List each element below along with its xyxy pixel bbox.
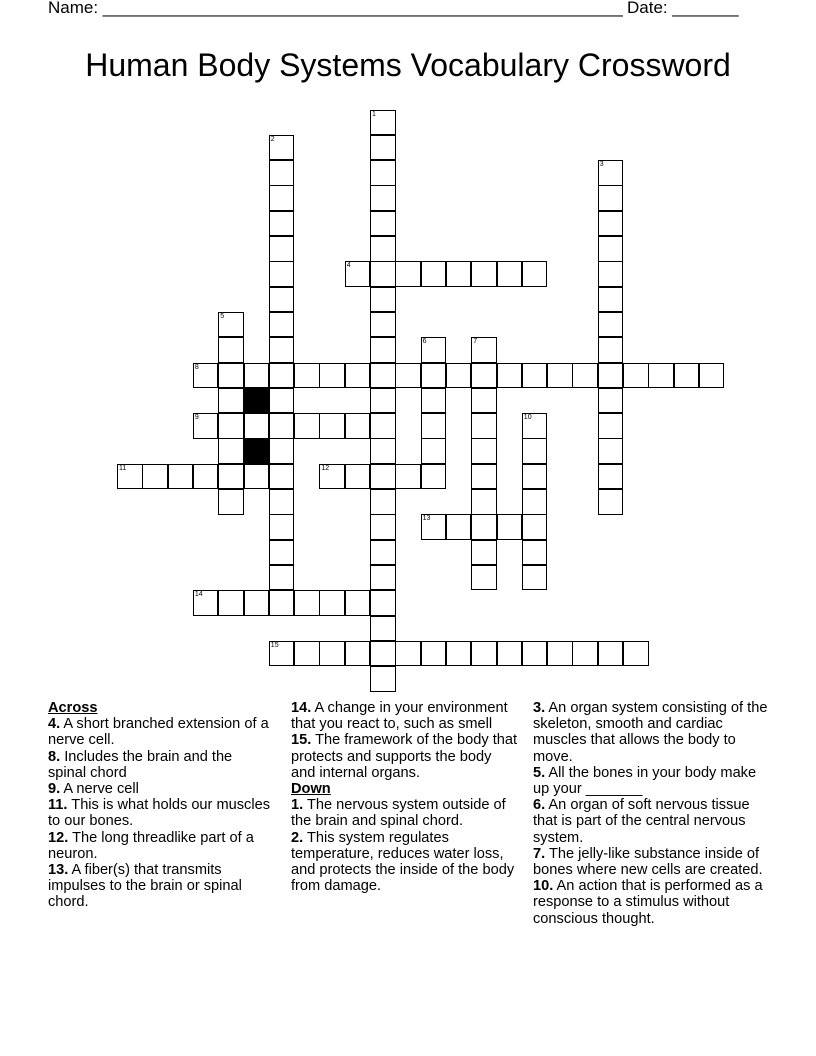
clue-number: 7.	[533, 845, 546, 862]
grid-cell[interactable]	[471, 413, 497, 439]
grid-cell[interactable]	[395, 464, 421, 490]
grid-cell[interactable]	[370, 565, 396, 591]
clue-number: 2.	[291, 829, 304, 846]
grid-cell[interactable]	[370, 388, 396, 414]
grid-cell[interactable]	[269, 160, 295, 186]
grid-cell[interactable]	[572, 363, 598, 389]
grid-cell[interactable]	[345, 464, 371, 490]
grid-cell[interactable]	[370, 287, 396, 313]
grid-cell[interactable]	[522, 438, 548, 464]
clue-number: 11.	[48, 797, 68, 814]
clue-text: A change in your environment that you react to, such as smell	[291, 700, 508, 733]
grid-cell[interactable]	[269, 185, 295, 211]
clue-across-8	[48, 749, 273, 781]
grid-cell[interactable]	[269, 363, 295, 389]
grid-cell[interactable]	[370, 363, 396, 389]
grid-cell[interactable]	[370, 590, 396, 616]
grid-cell[interactable]	[370, 135, 396, 161]
grid-cell[interactable]	[370, 160, 396, 186]
cell-number: 5	[220, 312, 225, 320]
grid-cell[interactable]	[446, 514, 472, 540]
grid-cell[interactable]	[471, 464, 497, 490]
grid-cell[interactable]	[497, 514, 523, 540]
grid-cell[interactable]	[674, 363, 700, 389]
grid-cell[interactable]	[370, 464, 396, 490]
clue-text: The nervous system outside of the brain and spinal chord.	[291, 797, 506, 830]
grid-cell[interactable]	[421, 464, 447, 490]
grid-cell[interactable]	[319, 363, 345, 389]
grid-cell[interactable]	[370, 211, 396, 237]
clue-across-9	[48, 781, 273, 797]
grid-cell[interactable]	[623, 363, 649, 389]
grid-cell[interactable]	[142, 464, 168, 490]
grid-cell[interactable]	[218, 312, 244, 338]
clue-column-2	[291, 700, 519, 894]
grid-cell[interactable]	[294, 590, 320, 616]
grid-cell[interactable]	[598, 236, 624, 262]
grid-cell[interactable]	[269, 464, 295, 490]
grid-cell[interactable]	[598, 211, 624, 237]
grid-cell[interactable]	[193, 413, 219, 439]
grid-cell[interactable]	[218, 489, 244, 515]
cell-number: 11	[119, 464, 127, 472]
grid-cell[interactable]	[471, 489, 497, 515]
grid-cell[interactable]	[345, 261, 371, 287]
grid-cell[interactable]	[370, 312, 396, 338]
clue-text: This is what holds our muscles to our bones.	[48, 797, 270, 830]
cell-number: 9	[194, 414, 199, 422]
clue-number: 10.	[533, 878, 554, 895]
clue-down-2	[291, 830, 519, 895]
grid-cell[interactable]	[269, 590, 295, 616]
grid-cell[interactable]	[446, 641, 472, 667]
grid-cell[interactable]	[345, 641, 371, 667]
grid-cell[interactable]	[522, 464, 548, 490]
grid-cell[interactable]	[244, 363, 270, 389]
grid-cell[interactable]	[547, 641, 573, 667]
grid-cell[interactable]	[218, 464, 244, 490]
name-field[interactable]: Name: _______________________________________________________	[48, 0, 623, 17]
grid-cell[interactable]	[471, 438, 497, 464]
grid-cell[interactable]	[370, 413, 396, 439]
clue-number: 13.	[48, 862, 69, 879]
grid-cell[interactable]	[497, 261, 523, 287]
grid-cell[interactable]	[168, 464, 194, 490]
cell-number: 13	[422, 515, 431, 523]
grid-cell[interactable]	[421, 438, 447, 464]
clue-number: 1.	[291, 797, 304, 814]
grid-cell[interactable]	[421, 641, 447, 667]
clue-number: 5.	[533, 764, 546, 781]
grid-cell[interactable]	[471, 514, 497, 540]
grid-cell[interactable]	[522, 565, 548, 591]
clue-text: A fiber(s) that transmits impulses to the brain or spinal chord.	[48, 862, 242, 911]
clue-text: The framework of the body that protects and supports the body and internal organs.	[291, 732, 518, 781]
grid-cell[interactable]	[294, 641, 320, 667]
clue-down-6	[533, 797, 771, 846]
cell-number: 7	[473, 338, 478, 346]
grid-cell[interactable]	[269, 211, 295, 237]
grid-cell[interactable]	[294, 413, 320, 439]
grid-cell[interactable]	[345, 363, 371, 389]
clue-text: Includes the brain and the spinal chord	[48, 748, 233, 781]
grid-cell[interactable]	[370, 514, 396, 540]
clue-text: All the bones in your body make up your _______	[533, 764, 757, 798]
grid-cell[interactable]	[598, 312, 624, 338]
grid-cell[interactable]	[572, 641, 598, 667]
grid-cell[interactable]	[522, 261, 548, 287]
grid-cell[interactable]	[218, 363, 244, 389]
grid-cell[interactable]	[193, 363, 219, 389]
clue-text: The jelly-like substance inside of bones where new cells are created.	[533, 845, 763, 879]
grid-cell[interactable]	[269, 514, 295, 540]
grid-cell[interactable]	[421, 337, 447, 363]
grid-cell[interactable]	[244, 413, 270, 439]
cell-number: 12	[321, 464, 330, 472]
grid-cell[interactable]	[370, 641, 396, 667]
grid-cell[interactable]	[598, 641, 624, 667]
grid-cell[interactable]	[319, 464, 345, 490]
grid-cell[interactable]	[395, 261, 421, 287]
grid-cell[interactable]	[269, 641, 295, 667]
grid-cell[interactable]	[269, 388, 295, 414]
grid-cell[interactable]	[269, 565, 295, 591]
grid-cell[interactable]	[471, 565, 497, 591]
grid-cell[interactable]	[598, 337, 624, 363]
grid-cell[interactable]	[395, 363, 421, 389]
grid-cell[interactable]	[446, 363, 472, 389]
grid-cell[interactable]	[345, 413, 371, 439]
cell-number: 8	[194, 363, 199, 371]
grid-cell[interactable]	[117, 464, 143, 490]
grid-cell[interactable]	[269, 413, 295, 439]
clue-across-13	[48, 862, 273, 911]
clue-number: 14.	[291, 700, 312, 716]
grid-cell[interactable]	[522, 413, 548, 439]
cell-number: 2	[270, 135, 275, 143]
clue-text: An action that is performed as a response to a stimulus without conscious thought.	[533, 878, 763, 927]
cell-number: 1	[372, 110, 376, 118]
grid-cell[interactable]	[471, 641, 497, 667]
grid-cell[interactable]	[598, 438, 624, 464]
grid-cell[interactable]	[269, 287, 295, 313]
clue-number: 12.	[48, 829, 69, 846]
grid-cell[interactable]	[598, 388, 624, 414]
clue-down-3	[533, 700, 771, 765]
grid-cell[interactable]	[370, 110, 396, 136]
clue-number: 4.	[48, 716, 61, 733]
grid-cell[interactable]	[269, 540, 295, 566]
grid-cell[interactable]	[319, 590, 345, 616]
cell-number: 3	[599, 161, 604, 169]
grid-cell[interactable]	[370, 236, 396, 262]
black-cell	[244, 438, 270, 464]
clue-number: 15.	[291, 732, 312, 749]
grid-cell[interactable]	[269, 312, 295, 338]
grid-cell[interactable]	[370, 337, 396, 363]
grid-cell[interactable]	[648, 363, 674, 389]
grid-cell[interactable]	[598, 261, 624, 287]
grid-cell[interactable]	[497, 641, 523, 667]
cell-number: 4	[346, 262, 351, 270]
grid-cell[interactable]	[218, 388, 244, 414]
cell-number: 15	[270, 641, 279, 649]
grid-cell[interactable]	[218, 413, 244, 439]
clue-down-10	[533, 878, 771, 927]
grid-cell[interactable]	[269, 261, 295, 287]
grid-cell[interactable]	[471, 337, 497, 363]
grid-cell[interactable]	[370, 185, 396, 211]
grid-cell[interactable]	[218, 337, 244, 363]
grid-cell[interactable]	[598, 464, 624, 490]
clue-text: An organ system consisting of the skeleton, smooth and cardiac muscles that allows the body to move.	[533, 700, 768, 765]
grid-cell[interactable]	[497, 363, 523, 389]
grid-cell[interactable]	[598, 287, 624, 313]
date-field[interactable]: Date: _______	[627, 0, 739, 17]
clue-text: The long threadlike part of a neuron.	[48, 829, 254, 862]
grid-cell[interactable]	[244, 464, 270, 490]
grid-cell[interactable]	[598, 413, 624, 439]
grid-cell[interactable]	[370, 616, 396, 642]
grid-cell[interactable]	[269, 489, 295, 515]
page-title: Human Body Systems Vocabulary Crossword	[85, 47, 731, 83]
grid-cell[interactable]	[598, 489, 624, 515]
grid-cell[interactable]	[522, 489, 548, 515]
grid-cell[interactable]	[522, 540, 548, 566]
grid-cell[interactable]	[446, 261, 472, 287]
clue-text: This system regulates temperature, reduces water loss, and protects the inside of the body from damage.	[291, 829, 515, 895]
clue-across-4	[48, 716, 273, 748]
grid-cell[interactable]	[269, 337, 295, 363]
grid-cell[interactable]	[421, 413, 447, 439]
clue-across-12	[48, 830, 273, 862]
grid-cell[interactable]	[218, 438, 244, 464]
clue-number: 9.	[48, 781, 61, 798]
grid-cell[interactable]	[598, 363, 624, 389]
grid-cell[interactable]	[598, 160, 624, 186]
grid-cell[interactable]	[471, 388, 497, 414]
clue-column-3	[533, 700, 771, 927]
clue-down-5	[533, 765, 771, 797]
grid-cell[interactable]	[370, 540, 396, 566]
grid-cell[interactable]	[370, 438, 396, 464]
grid-cell[interactable]	[421, 363, 447, 389]
grid-cell[interactable]	[370, 261, 396, 287]
across-heading: Across	[48, 700, 98, 716]
grid-cell[interactable]	[471, 540, 497, 566]
grid-cell[interactable]	[370, 489, 396, 515]
clue-text: A short branched extension of a nerve cell.	[48, 716, 269, 749]
grid-cell[interactable]	[522, 641, 548, 667]
clue-down-7	[533, 846, 771, 878]
clue-number: 3.	[533, 700, 546, 716]
grid-cell[interactable]	[395, 641, 421, 667]
clue-text: A nerve cell	[60, 781, 139, 798]
grid-cell[interactable]	[547, 363, 573, 389]
grid-cell[interactable]	[319, 413, 345, 439]
cell-number: 10	[523, 414, 532, 422]
clue-across-15	[291, 732, 519, 781]
grid-cell[interactable]	[623, 641, 649, 667]
grid-cell[interactable]	[345, 590, 371, 616]
grid-cell[interactable]	[421, 261, 447, 287]
clue-across-14	[291, 700, 519, 732]
clue-number: 8.	[48, 748, 61, 765]
black-cell	[244, 388, 270, 414]
grid-cell[interactable]	[269, 236, 295, 262]
grid-cell[interactable]	[294, 363, 320, 389]
grid-cell[interactable]	[471, 261, 497, 287]
grid-cell[interactable]	[471, 363, 497, 389]
grid-cell[interactable]	[421, 514, 447, 540]
grid-cell[interactable]	[244, 590, 270, 616]
cell-number: 6	[422, 338, 427, 346]
clue-number: 6.	[533, 797, 546, 814]
grid-cell[interactable]	[193, 590, 219, 616]
clue-column-1	[48, 700, 273, 911]
grid-cell[interactable]	[699, 363, 725, 389]
grid-cell[interactable]	[193, 464, 219, 490]
grid-cell[interactable]	[218, 590, 244, 616]
grid-cell[interactable]	[269, 135, 295, 161]
cell-number: 14	[194, 591, 203, 599]
grid-cell[interactable]	[522, 514, 548, 540]
grid-cell[interactable]	[522, 363, 548, 389]
down-heading: Down	[291, 781, 331, 798]
clue-text: An organ of soft nervous tissue that is part of the central nervous system.	[533, 797, 750, 846]
clue-down-1	[291, 797, 519, 829]
clue-across-11	[48, 797, 273, 829]
grid-cell[interactable]	[269, 438, 295, 464]
grid-cell[interactable]	[421, 388, 447, 414]
grid-cell[interactable]	[319, 641, 345, 667]
grid-cell[interactable]	[370, 666, 396, 692]
grid-cell[interactable]	[598, 185, 624, 211]
